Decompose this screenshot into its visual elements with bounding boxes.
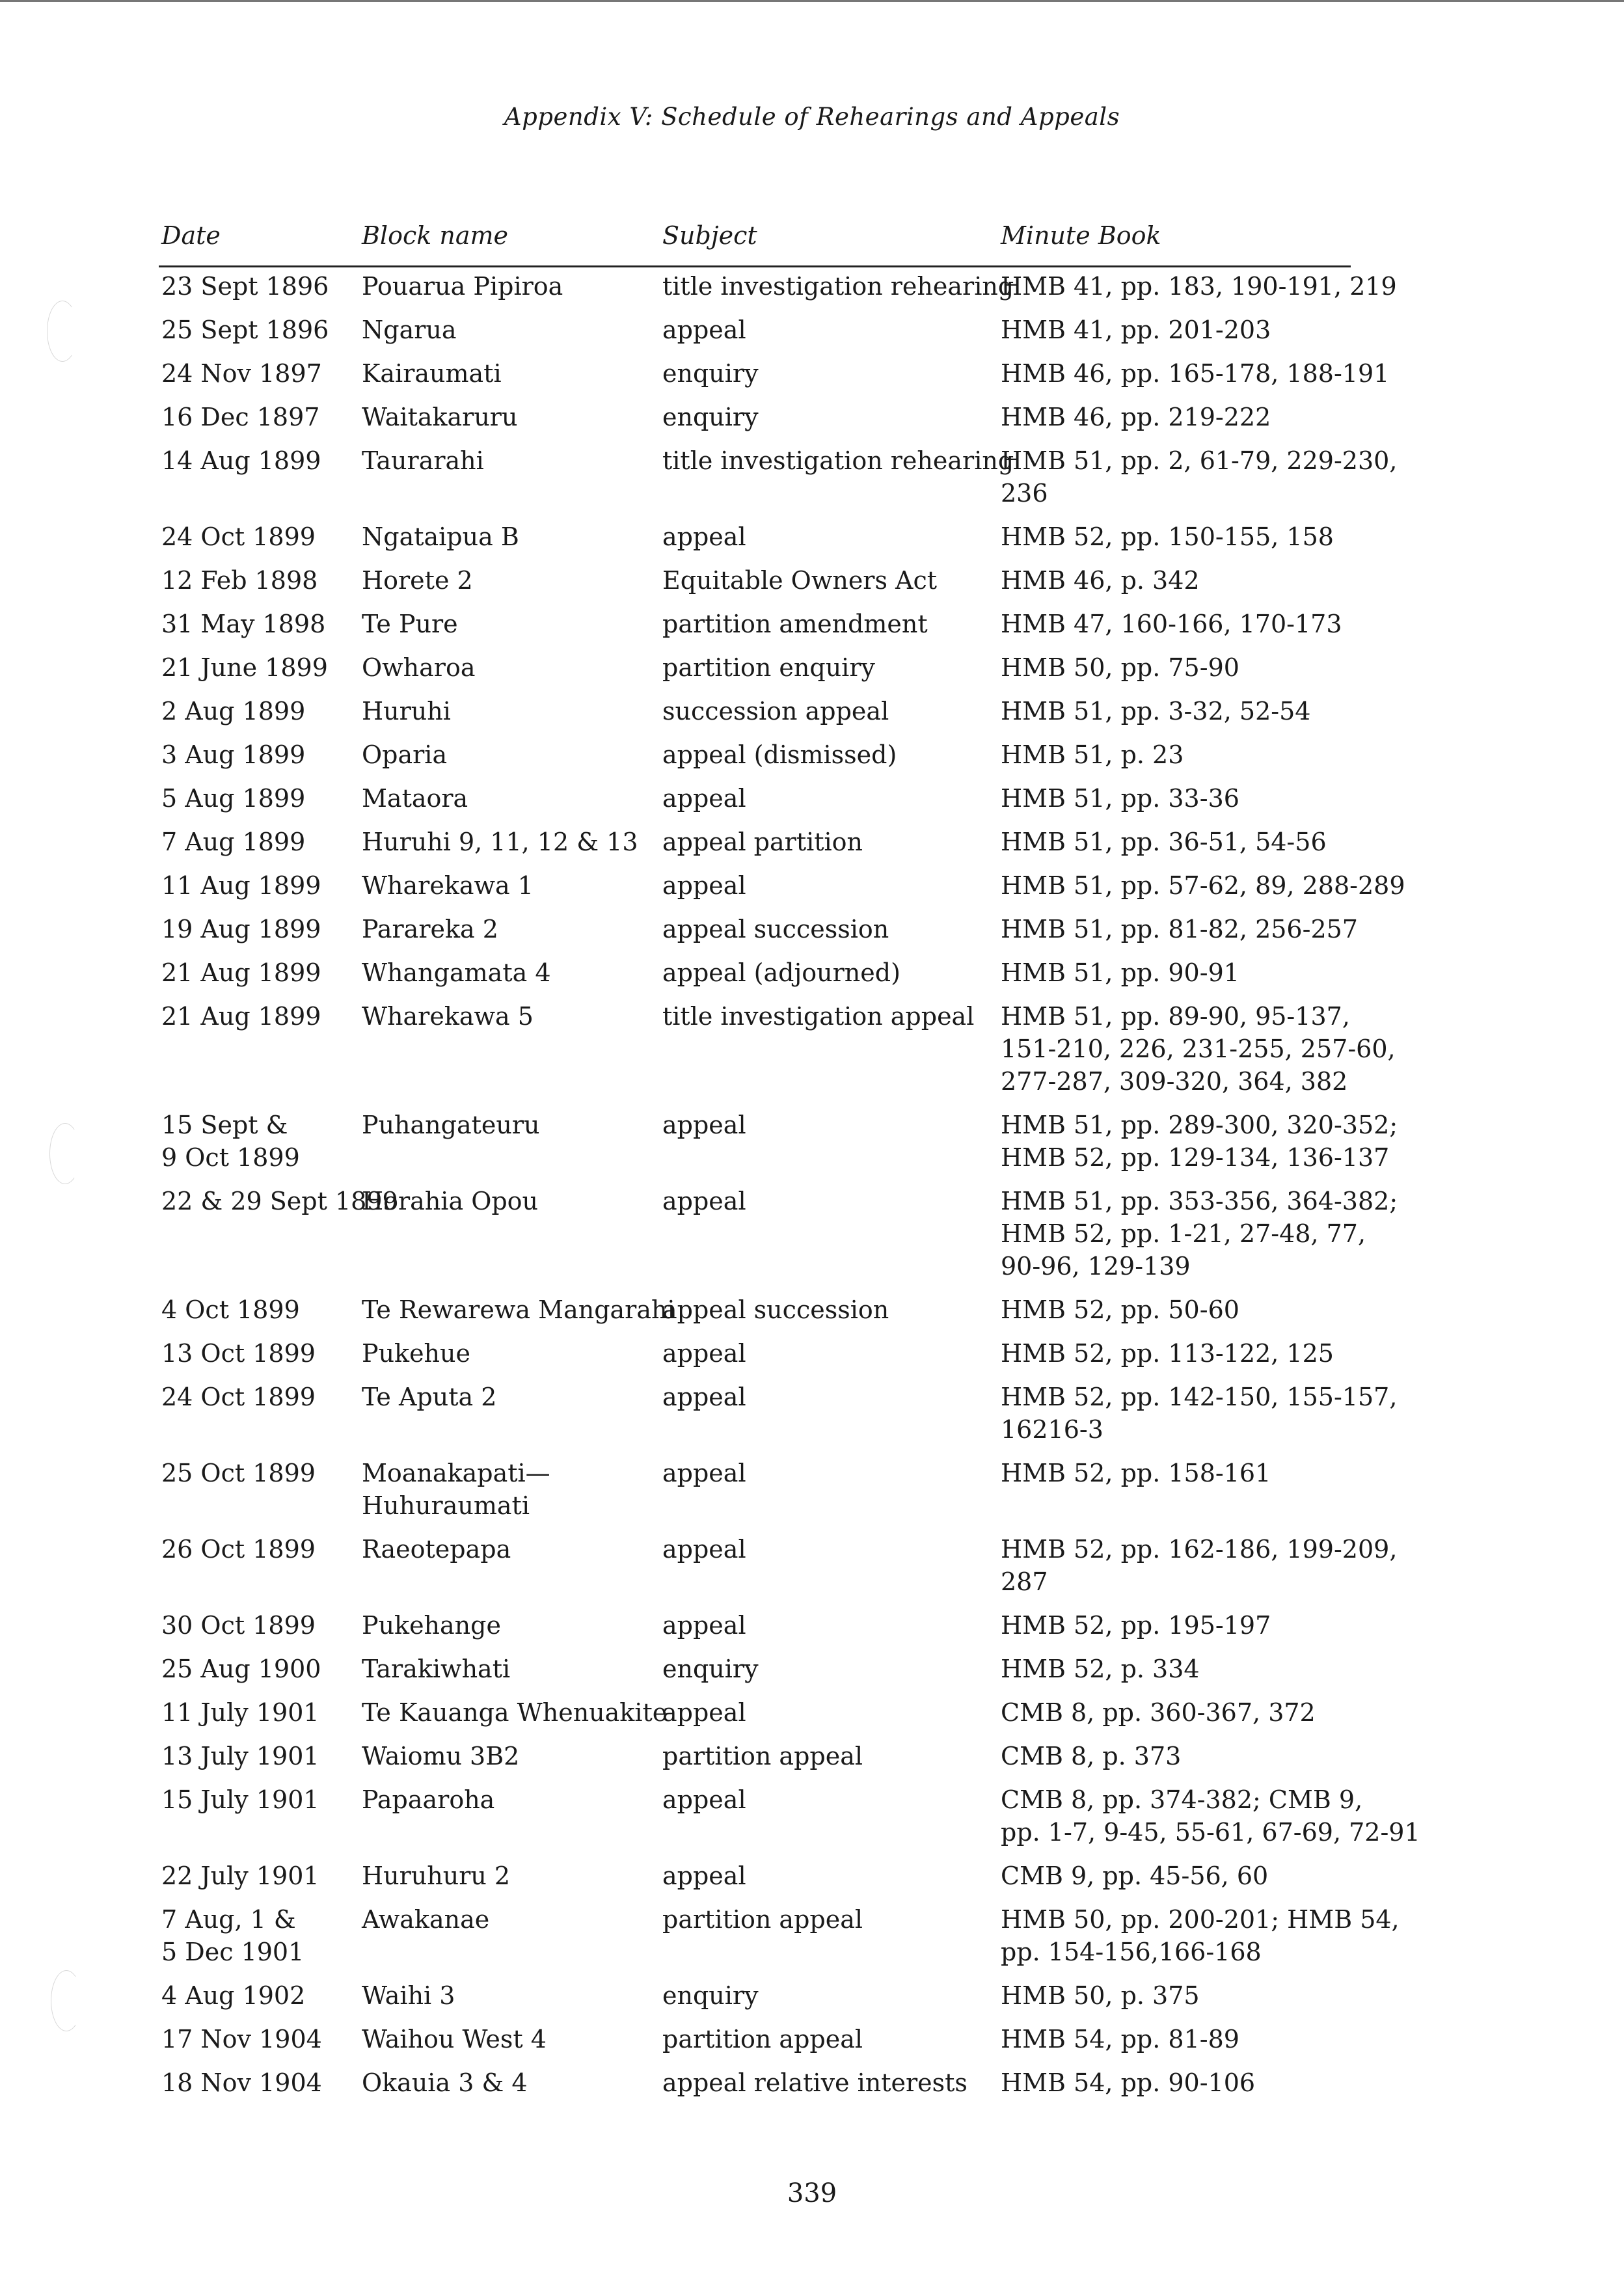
- minute-book-cell: 151-210, 226, 231-255, 257-60,: [1001, 1035, 1396, 1063]
- date-cell: 24 Oct 1899: [161, 522, 316, 551]
- column-header-minute-book: Minute Book: [1001, 221, 1161, 250]
- minute-book-cell: CMB 8, pp. 374-382; CMB 9,: [1001, 1785, 1363, 1814]
- block-name-cell: Te Aputa 2: [362, 1383, 497, 1411]
- subject-cell: appeal partition: [662, 828, 863, 856]
- date-cell: 19 Aug 1899: [161, 915, 321, 943]
- block-name-cell: Pukehange: [362, 1611, 501, 1640]
- subject-cell: appeal: [662, 871, 746, 900]
- block-name-cell: Mataora: [362, 784, 468, 813]
- date-cell: 31 May 1898: [161, 610, 326, 638]
- date-cell: 22 & 29 Sept 1899: [161, 1187, 398, 1215]
- minute-book-cell: HMB 52, pp. 113-122, 125: [1001, 1339, 1334, 1368]
- subject-cell: appeal (dismissed): [662, 740, 897, 769]
- date-cell: 15 July 1901: [161, 1785, 319, 1814]
- minute-book-cell: HMB 41, pp. 183, 190-191, 219: [1001, 272, 1397, 301]
- block-name-cell: Te Rewarewa Mangarahi: [362, 1295, 675, 1324]
- block-name-cell: Ngataipua B: [362, 522, 519, 551]
- minute-book-cell: 90-96, 129-139: [1001, 1252, 1191, 1280]
- minute-book-cell: HMB 46, pp. 165-178, 188-191: [1001, 359, 1390, 388]
- minute-book-cell: HMB 50, p. 375: [1001, 1981, 1200, 2010]
- date-cell: 5 Dec 1901: [161, 1938, 304, 1966]
- subject-cell: enquiry: [662, 1981, 759, 2010]
- subject-cell: partition appeal: [662, 1905, 863, 1934]
- block-name-cell: Ngarua: [362, 316, 457, 344]
- subject-cell: appeal: [662, 1339, 746, 1368]
- minute-book-cell: HMB 51, pp. 2, 61-79, 229-230,: [1001, 446, 1398, 475]
- minute-book-cell: HMB 51, pp. 289-300, 320-352;: [1001, 1111, 1398, 1139]
- date-cell: 12 Feb 1898: [161, 566, 318, 595]
- date-cell: 4 Aug 1902: [161, 1981, 306, 2010]
- block-name-cell: Oparia: [362, 740, 448, 769]
- minute-book-cell: HMB 54, pp. 81-89: [1001, 2025, 1239, 2053]
- subject-cell: appeal: [662, 784, 746, 813]
- subject-cell: appeal: [662, 1383, 746, 1411]
- subject-cell: appeal relative interests: [662, 2068, 968, 2097]
- block-name-cell: Papaaroha: [362, 1785, 495, 1814]
- date-cell: 24 Nov 1897: [161, 359, 322, 388]
- date-cell: 3 Aug 1899: [161, 740, 306, 769]
- minute-book-cell: HMB 50, pp. 75-90: [1001, 653, 1239, 682]
- minute-book-cell: CMB 8, pp. 360-367, 372: [1001, 1698, 1316, 1727]
- date-cell: 30 Oct 1899: [161, 1611, 316, 1640]
- block-name-cell: Waiomu 3B2: [362, 1742, 520, 1770]
- subject-cell: partition amendment: [662, 610, 928, 638]
- minute-book-cell: HMB 52, p. 334: [1001, 1655, 1200, 1683]
- date-cell: 25 Sept 1896: [161, 316, 329, 344]
- scan-edge-line: [0, 0, 1624, 2]
- subject-cell: appeal: [662, 1862, 746, 1890]
- block-name-cell: Te Pure: [362, 610, 458, 638]
- date-cell: 2 Aug 1899: [161, 697, 306, 725]
- date-cell: 7 Aug 1899: [161, 828, 306, 856]
- subject-cell: succession appeal: [662, 697, 889, 725]
- minute-book-cell: 287: [1001, 1567, 1048, 1596]
- minute-book-cell: HMB 52, pp. 50-60: [1001, 1295, 1239, 1324]
- block-name-cell: Horete 2: [362, 566, 473, 595]
- date-cell: 11 July 1901: [161, 1698, 319, 1727]
- subject-cell: appeal succession: [662, 1295, 889, 1324]
- minute-book-cell: HMB 52, pp. 129-134, 136-137: [1001, 1143, 1390, 1172]
- column-header-date: Date: [161, 221, 221, 250]
- minute-book-cell: pp. 154-156,166-168: [1001, 1938, 1262, 1966]
- column-header-subject: Subject: [662, 221, 757, 250]
- subject-cell: enquiry: [662, 359, 759, 388]
- block-name-cell: Taurarahi: [362, 446, 484, 475]
- date-cell: 21 June 1899: [161, 653, 328, 682]
- block-name-cell: Pukehue: [362, 1339, 470, 1368]
- date-cell: 25 Oct 1899: [161, 1459, 316, 1487]
- header-rule: [159, 265, 1351, 267]
- block-name-cell: Moanakapati—: [362, 1459, 550, 1487]
- minute-book-cell: HMB 50, pp. 200-201; HMB 54,: [1001, 1905, 1400, 1934]
- date-cell: 25 Aug 1900: [161, 1655, 321, 1683]
- subject-cell: appeal succession: [662, 915, 889, 943]
- block-name-cell: Huruhuru 2: [362, 1862, 511, 1890]
- date-cell: 14 Aug 1899: [161, 446, 321, 475]
- subject-cell: appeal: [662, 316, 746, 344]
- punch-hole-mark: [51, 1970, 82, 2031]
- subject-cell: Equitable Owners Act: [662, 566, 938, 595]
- minute-book-cell: HMB 54, pp. 90-106: [1001, 2068, 1256, 2097]
- minute-book-cell: HMB 52, pp. 150-155, 158: [1001, 522, 1334, 551]
- subject-cell: partition appeal: [662, 2025, 863, 2053]
- minute-book-cell: HMB 52, pp. 158-161: [1001, 1459, 1271, 1487]
- minute-book-cell: HMB 51, pp. 33-36: [1001, 784, 1239, 813]
- minute-book-cell: CMB 8, p. 373: [1001, 1742, 1182, 1770]
- block-name-cell: Whangamata 4: [362, 958, 551, 987]
- date-cell: 4 Oct 1899: [161, 1295, 300, 1324]
- block-name-cell: Waitakaruru: [362, 403, 518, 431]
- minute-book-cell: HMB 51, pp. 89-90, 95-137,: [1001, 1002, 1350, 1031]
- minute-book-cell: HMB 52, pp. 1-21, 27-48, 77,: [1001, 1219, 1366, 1248]
- date-cell: 17 Nov 1904: [161, 2025, 322, 2053]
- subject-cell: appeal: [662, 1785, 746, 1814]
- minute-book-cell: pp. 1-7, 9-45, 55-61, 67-69, 72-91: [1001, 1818, 1420, 1847]
- subject-cell: partition enquiry: [662, 653, 875, 682]
- date-cell: 26 Oct 1899: [161, 1535, 316, 1564]
- minute-book-cell: HMB 52, pp. 142-150, 155-157,: [1001, 1383, 1398, 1411]
- date-cell: 7 Aug, 1 &: [161, 1905, 296, 1934]
- date-cell: 22 July 1901: [161, 1862, 319, 1890]
- block-name-cell: Puhangateuru: [362, 1111, 540, 1139]
- minute-book-cell: HMB 51, p. 23: [1001, 740, 1184, 769]
- subject-cell: appeal: [662, 1535, 746, 1564]
- minute-book-cell: 236: [1001, 479, 1048, 508]
- subject-cell: appeal: [662, 1459, 746, 1487]
- minute-book-cell: HMB 51, pp. 57-62, 89, 288-289: [1001, 871, 1405, 900]
- minute-book-cell: HMB 51, pp. 90-91: [1001, 958, 1239, 987]
- block-name-cell: Wharekawa 5: [362, 1002, 534, 1031]
- minute-book-cell: HMB 47, 160-166, 170-173: [1001, 610, 1342, 638]
- minute-book-cell: HMB 52, pp. 162-186, 199-209,: [1001, 1535, 1398, 1564]
- minute-book-cell: HMB 51, pp. 36-51, 54-56: [1001, 828, 1327, 856]
- block-name-cell: Horahia Opou: [362, 1187, 539, 1215]
- subject-cell: appeal: [662, 1698, 746, 1727]
- date-cell: 11 Aug 1899: [161, 871, 321, 900]
- minute-book-cell: HMB 51, pp. 81-82, 256-257: [1001, 915, 1358, 943]
- block-name-cell: Tarakiwhati: [362, 1655, 511, 1683]
- date-cell: 9 Oct 1899: [161, 1143, 300, 1172]
- block-name-cell: Waihou West 4: [362, 2025, 547, 2053]
- block-name-cell: Owharoa: [362, 653, 476, 682]
- date-cell: 13 Oct 1899: [161, 1339, 316, 1368]
- minute-book-cell: HMB 51, pp. 3-32, 52-54: [1001, 697, 1311, 725]
- running-header: Appendix V: Schedule of Rehearings and Appeals: [504, 103, 1120, 131]
- subject-cell: appeal: [662, 522, 746, 551]
- block-name-cell: Wharekawa 1: [362, 871, 534, 900]
- block-name-cell: Raeotepapa: [362, 1535, 511, 1564]
- date-cell: 13 July 1901: [161, 1742, 319, 1770]
- subject-cell: partition appeal: [662, 1742, 863, 1770]
- punch-hole-mark: [47, 301, 78, 362]
- block-name-cell: Pouarua Pipiroa: [362, 272, 563, 301]
- minute-book-cell: HMB 46, p. 342: [1001, 566, 1200, 595]
- subject-cell: title investigation appeal: [662, 1002, 975, 1031]
- minute-book-cell: HMB 46, pp. 219-222: [1001, 403, 1271, 431]
- minute-book-cell: HMB 52, pp. 195-197: [1001, 1611, 1271, 1640]
- minute-book-cell: HMB 41, pp. 201-203: [1001, 316, 1271, 344]
- block-name-cell: Okauia 3 & 4: [362, 2068, 528, 2097]
- subject-cell: title investigation rehearing: [662, 272, 1014, 301]
- minute-book-cell: 277-287, 309-320, 364, 382: [1001, 1067, 1348, 1096]
- block-name-cell: Te Kauanga Whenuakite: [362, 1698, 668, 1727]
- minute-book-cell: 16216-3: [1001, 1415, 1103, 1444]
- date-cell: 18 Nov 1904: [161, 2068, 322, 2097]
- minute-book-cell: CMB 9, pp. 45-56, 60: [1001, 1862, 1269, 1890]
- block-name-cell: Huruhi 9, 11, 12 & 13: [362, 828, 638, 856]
- subject-cell: appeal (adjourned): [662, 958, 900, 987]
- punch-hole-mark: [49, 1123, 81, 1184]
- subject-cell: enquiry: [662, 403, 759, 431]
- date-cell: 24 Oct 1899: [161, 1383, 316, 1411]
- block-name-cell: Huruhi: [362, 697, 451, 725]
- block-name-cell: Huhuraumati: [362, 1491, 530, 1520]
- date-cell: 23 Sept 1896: [161, 272, 329, 301]
- block-name-cell: Kairaumati: [362, 359, 502, 388]
- subject-cell: appeal: [662, 1611, 746, 1640]
- date-cell: 21 Aug 1899: [161, 958, 321, 987]
- block-name-cell: Parareka 2: [362, 915, 498, 943]
- block-name-cell: Waihi 3: [362, 1981, 455, 2010]
- page-number: 339: [787, 2178, 837, 2208]
- subject-cell: appeal: [662, 1111, 746, 1139]
- date-cell: 5 Aug 1899: [161, 784, 306, 813]
- date-cell: 16 Dec 1897: [161, 403, 320, 431]
- date-cell: 15 Sept &: [161, 1111, 288, 1139]
- column-header-block-name: Block name: [362, 221, 508, 250]
- date-cell: 21 Aug 1899: [161, 1002, 321, 1031]
- subject-cell: enquiry: [662, 1655, 759, 1683]
- block-name-cell: Awakanae: [362, 1905, 490, 1934]
- subject-cell: title investigation rehearing: [662, 446, 1014, 475]
- minute-book-cell: HMB 51, pp. 353-356, 364-382;: [1001, 1187, 1398, 1215]
- subject-cell: appeal: [662, 1187, 746, 1215]
